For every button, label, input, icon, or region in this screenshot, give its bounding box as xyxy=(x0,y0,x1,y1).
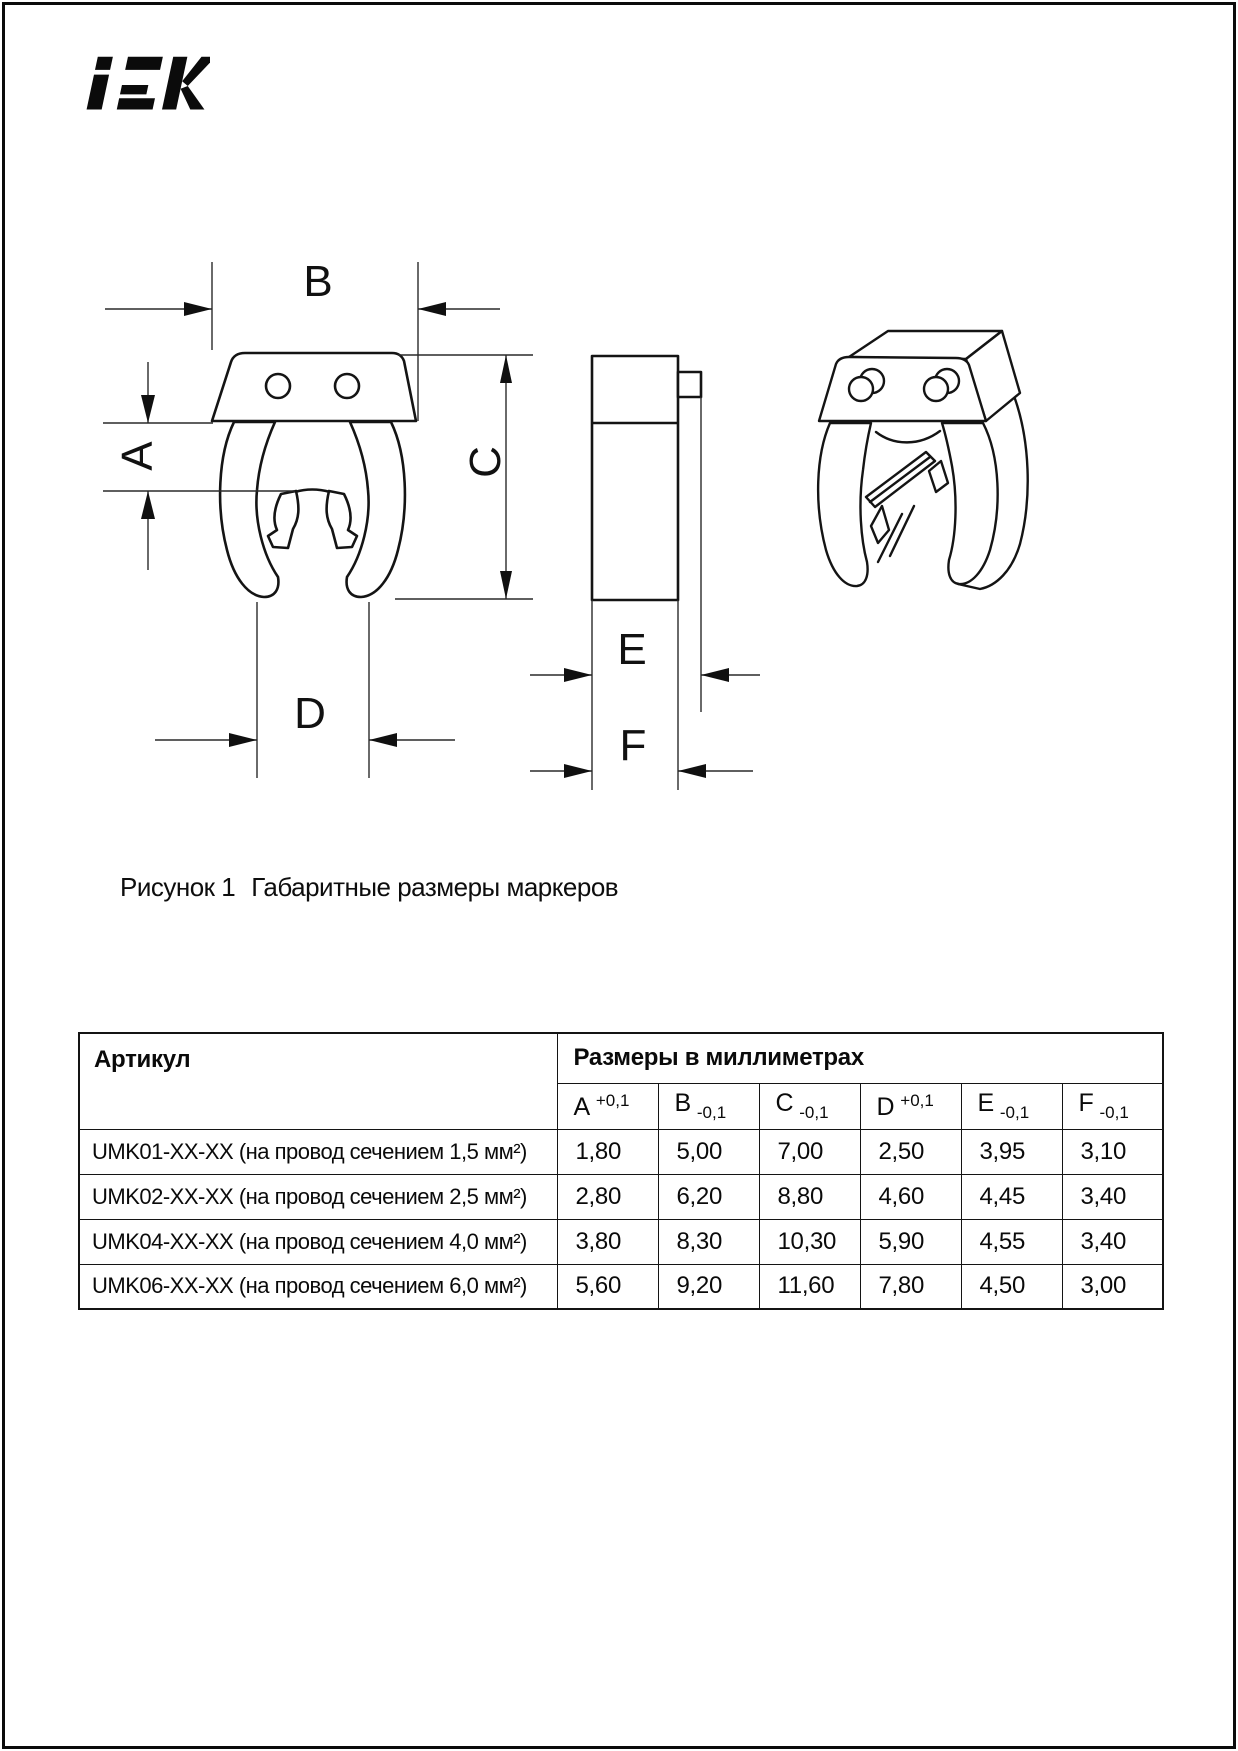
article-cell: UMK06-XX-XX (на провод сечением 6,0 мм²) xyxy=(79,1264,557,1309)
dim-header-d: D $^{+0,1}$ xyxy=(860,1083,961,1129)
dim-header-a: A $^{+0,1}$ xyxy=(557,1083,658,1129)
value-cell: 11,60 xyxy=(759,1264,860,1309)
dim-label-c: C xyxy=(461,446,510,478)
value-cell: 8,30 xyxy=(658,1219,759,1264)
dim-label-a: A xyxy=(113,441,162,471)
dim-label-f: F xyxy=(619,721,647,770)
dim-tolerance: -0,1 xyxy=(799,1103,829,1122)
iso-right-leg xyxy=(942,423,998,584)
marker-barb-crossbar xyxy=(295,490,330,493)
iso-hole-left xyxy=(849,377,873,401)
table-header-sizes: Размеры в миллиметрах xyxy=(557,1033,1163,1083)
table-row xyxy=(79,1174,1163,1219)
value-cell: 1,80 xyxy=(557,1129,658,1174)
marker-hole-right xyxy=(335,374,359,398)
table-header-article: Артикул xyxy=(79,1033,557,1129)
dim-label-e: E xyxy=(617,625,647,674)
value-cell: 10,30 xyxy=(759,1219,860,1264)
front-view xyxy=(212,353,416,597)
figure-drawing xyxy=(0,0,1238,850)
dimensions-table xyxy=(78,1032,1164,1310)
table-row xyxy=(79,1264,1163,1309)
iso-barb-plate-edge xyxy=(870,457,930,502)
figure-caption xyxy=(120,872,618,903)
value-cell: 3,40 xyxy=(1062,1174,1163,1219)
value-cell: 6,20 xyxy=(658,1174,759,1219)
value-cell: 3,80 xyxy=(557,1219,658,1264)
value-cell: 5,90 xyxy=(860,1219,961,1264)
side-view xyxy=(592,356,701,600)
value-cell: 3,40 xyxy=(1062,1219,1163,1264)
dim-header-b: B $_{-0,1}$ xyxy=(658,1083,759,1129)
article-cell: UMK04-XX-XX (на провод сечением 4,0 мм²) xyxy=(79,1219,557,1264)
value-cell: 4,50 xyxy=(961,1264,1062,1309)
value-cell: 5,00 xyxy=(658,1129,759,1174)
marker-left-prong xyxy=(268,491,298,548)
iso-hole-right xyxy=(924,377,948,401)
isometric-view xyxy=(818,331,1028,589)
dim-label-d: D xyxy=(294,689,326,738)
value-cell: 4,60 xyxy=(860,1174,961,1219)
side-tab xyxy=(678,372,701,397)
value-cell: 3,00 xyxy=(1062,1264,1163,1309)
value-cell: 3,10 xyxy=(1062,1129,1163,1174)
side-body xyxy=(592,356,678,600)
dim-tolerance: +0,1 xyxy=(900,1090,934,1110)
marker-cap-front xyxy=(212,353,416,421)
iso-right-fang xyxy=(929,461,948,492)
article-cell: UMK01-XX-XX (на провод сечением 1,5 мм²) xyxy=(79,1129,557,1174)
dim-tolerance: -0,1 xyxy=(696,1103,727,1122)
value-cell: 5,60 xyxy=(557,1264,658,1309)
marker-right-prong xyxy=(327,491,357,548)
marker-right-leg xyxy=(347,422,405,597)
value-cell: 2,50 xyxy=(860,1129,961,1174)
value-cell: 7,80 xyxy=(860,1264,961,1309)
value-cell: 8,80 xyxy=(759,1174,860,1219)
figure-caption-text: Габаритные размеры маркеров xyxy=(251,872,619,902)
dim-header-e: E $_{-0,1}$ xyxy=(961,1083,1062,1129)
dim-tolerance: +0,1 xyxy=(595,1090,630,1110)
value-cell: 4,45 xyxy=(961,1174,1062,1219)
iso-cap-front-face xyxy=(819,357,986,421)
article-cell: UMK02-XX-XX (на провод сечением 2,5 мм²) xyxy=(79,1174,557,1219)
value-cell: 2,80 xyxy=(557,1174,658,1219)
value-cell: 7,00 xyxy=(759,1129,860,1174)
value-cell: 9,20 xyxy=(658,1264,759,1309)
value-cell: 4,55 xyxy=(961,1219,1062,1264)
marker-left-leg xyxy=(220,422,278,597)
figure-caption-number: Рисунок 1 xyxy=(120,872,236,902)
value-cell: 3,95 xyxy=(961,1129,1062,1174)
dim-header-f: F $_{-0,1}$ xyxy=(1062,1083,1163,1129)
table-body xyxy=(79,1129,1163,1309)
marker-hole-left xyxy=(266,374,290,398)
iso-left-fang xyxy=(871,506,889,543)
dim-tolerance: -0,1 xyxy=(1099,1103,1129,1122)
table-row xyxy=(79,1129,1163,1174)
dim-label-b: B xyxy=(303,257,333,306)
dim-header-c: C $_{-0,1}$ xyxy=(759,1083,860,1129)
iso-left-leg xyxy=(818,423,871,586)
iso-inner-back-arc xyxy=(876,431,940,442)
table-row xyxy=(79,1219,1163,1264)
dim-tolerance: -0,1 xyxy=(999,1103,1030,1122)
